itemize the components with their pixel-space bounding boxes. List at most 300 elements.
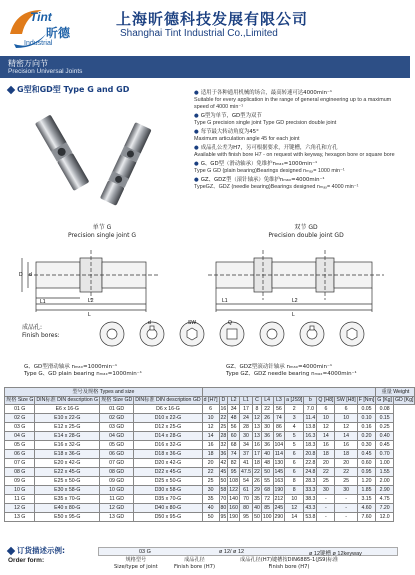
table-cell: 3.15: [357, 495, 376, 504]
table-cell: 80: [239, 504, 252, 513]
table-cell: 24.8: [305, 469, 316, 476]
table-cell: 34: [239, 441, 252, 450]
table-cell: E6 x 16-G: [35, 405, 100, 414]
category-en: Precision Universal Joints: [8, 68, 83, 75]
table-cell: 34: [228, 405, 240, 414]
table-cell: 40: [254, 505, 260, 512]
table-cell: 37: [239, 450, 252, 459]
table-cell: 0.20: [357, 432, 376, 441]
table-cell: 68: [228, 441, 240, 450]
table-cell: 18: [254, 460, 260, 467]
spec-table-body: [5, 405, 415, 522]
table-cell: -: [317, 513, 335, 522]
table-cell: 12: [317, 423, 335, 432]
table-cell: 7.0: [304, 405, 317, 414]
column-header: Q [H8]: [318, 397, 334, 404]
dim-d-label: d: [148, 320, 151, 326]
table-cell: 05 GD: [100, 441, 134, 450]
double-joint-en: Precision double joint GD: [268, 231, 344, 239]
feature-en: TypeGZ、GDZ (needle bearing)Bearings designed nₘₐₓ= 4000 min⁻¹: [194, 184, 359, 191]
table-cell: 100: [262, 514, 272, 521]
needle-bearing-cn: GZ、GDZ型滚动针轴承 nₘₐₓ=4000min⁻¹: [226, 364, 333, 370]
table-cell: 30: [335, 486, 357, 495]
bullet-icon: ●: [194, 129, 199, 136]
table-cell: 14: [335, 432, 357, 441]
table-cell: 6: [335, 405, 357, 414]
column-header: d [H7]: [203, 397, 218, 404]
table-cell: 16: [335, 441, 357, 450]
column-header: GD [Kg]: [395, 397, 414, 404]
table-cell: 13.8: [305, 424, 316, 431]
logo-cn: 昕德: [46, 26, 71, 40]
table-cell: D16 x 32-G: [134, 441, 202, 450]
table-cell: 07 GD: [100, 459, 134, 468]
column-header: 规格 Size GD: [101, 397, 133, 404]
table-cell: 12: [254, 415, 260, 422]
table-cell: 50: [220, 478, 227, 485]
table-cell: D20 x 42-G: [134, 459, 202, 468]
header: [0, 0, 410, 56]
table-cell: 14: [317, 432, 335, 441]
column-header: L2: [228, 396, 240, 405]
table-cell: 4.75: [376, 495, 394, 504]
table-cell: 40: [202, 504, 219, 513]
table-cell: 95: [228, 468, 240, 477]
feature-en: Type G GD (plain bearing)Bearings designed nₘₐₓ= 1000 min⁻¹: [194, 168, 345, 175]
table-cell: D22 x 45-G: [134, 468, 202, 477]
table-cell: 22: [335, 468, 357, 477]
table-cell: 190: [229, 514, 238, 521]
table-cell: 30: [317, 486, 335, 495]
table-cell: 17: [239, 405, 252, 414]
table-row: [5, 468, 415, 477]
table-cell: 56: [273, 405, 285, 414]
table-cell: 1.20: [357, 477, 376, 486]
feature-en: Type G precision single joint Type GD precision double joint: [194, 120, 337, 127]
table-cell: D14 x 28-G: [134, 432, 202, 441]
column-header: L3: [273, 396, 285, 405]
table-cell: 22: [261, 405, 273, 414]
table-cell: 160: [229, 505, 238, 512]
table-cell: 0.70: [376, 450, 394, 459]
dim-sw-label: SW: [188, 320, 197, 326]
table-cell: 95: [239, 513, 252, 522]
table-cell: 1.85: [357, 486, 376, 495]
column-header: DIN标准 DIN description GD: [135, 397, 201, 404]
table-cell: 212: [274, 496, 284, 503]
company-name-cn: 上海昕德科技发展有限公司: [116, 10, 309, 28]
table-cell: 54: [239, 477, 252, 486]
table-cell: 33.3: [305, 487, 316, 494]
column-header: SW [H8]: [336, 397, 356, 404]
table-cell: E30 x 58-G: [35, 486, 100, 495]
feature-item: [194, 177, 406, 191]
table-cell: D35 x 70-G: [134, 495, 202, 504]
table-cell: 16: [317, 441, 335, 450]
table-cell: 11 GD: [100, 495, 134, 504]
table-cell: 17: [254, 451, 260, 458]
table-cell: 03 GD: [100, 423, 134, 432]
table-cell: 0.45: [357, 450, 376, 459]
table-cell: E10 x 22-G: [35, 414, 100, 423]
table-cell: 06 G: [5, 450, 35, 459]
double-joint-caption: [236, 224, 376, 240]
table-cell: 6: [285, 468, 304, 477]
table-cell: 190: [274, 487, 284, 494]
order-title-text: 订货描述示例:: [17, 546, 65, 555]
table-cell: 5: [285, 432, 304, 441]
table-row: [5, 441, 415, 450]
table-row: [5, 405, 415, 414]
table-cell: 16: [202, 441, 219, 450]
table-cell: 32: [220, 442, 227, 449]
table-row: [5, 423, 415, 432]
table-cell: 140: [229, 496, 238, 503]
table-cell: 26: [261, 414, 273, 423]
table-cell: 122: [229, 487, 238, 494]
table-cell: 12: [335, 423, 357, 432]
table-cell: 02 G: [5, 414, 35, 423]
column-header: G [Kg]: [377, 397, 393, 404]
column-header: 规格 Size G: [6, 397, 34, 404]
table-cell: 1.00: [376, 459, 394, 468]
table-cell: 04 G: [5, 432, 35, 441]
order-desc-keyway: 成品孔径(H7)键槽按DIN6885-1(JS9)标准 Finish bore (H7): [240, 557, 338, 570]
table-cell: 74: [228, 450, 240, 459]
table-cell: E22 x 45-G: [35, 468, 100, 477]
column-header: DIN标准 DIN description G: [36, 397, 99, 404]
table-cell: D12 x 25-G: [134, 423, 202, 432]
table-cell: 22: [202, 468, 219, 477]
table-cell: 58: [220, 487, 227, 494]
table-cell: 07 G: [5, 459, 35, 468]
table-cell: -: [335, 495, 357, 504]
dim-l1-label: L1: [222, 298, 228, 304]
feature-en: Maximum articulation angle 45 for each joint: [194, 136, 300, 143]
table-cell: 7.60: [357, 513, 376, 522]
table-cell: 0.95: [357, 468, 376, 477]
table-cell: 30: [239, 432, 252, 441]
table-cell: D30 x 58-G: [134, 486, 202, 495]
table-cell: 86: [273, 423, 285, 432]
column-header: L1: [239, 396, 252, 405]
table-cell: 01 GD: [100, 405, 134, 414]
dim-l-label: L: [292, 312, 295, 318]
table-cell: E40 x 80-G: [35, 504, 100, 513]
table-cell: 95: [220, 514, 227, 521]
column-header: C: [253, 396, 262, 405]
dim-bore-label: d: [29, 272, 32, 278]
table-row: [5, 477, 415, 486]
table-cell: 0.40: [376, 432, 394, 441]
table-cell: 8: [253, 405, 262, 414]
table-cell: 28: [239, 423, 252, 432]
spec-table-wrap: [4, 387, 414, 522]
table-cell: 10: [335, 414, 357, 423]
table-cell: 42: [220, 460, 227, 467]
table-cell: 0.10: [357, 414, 376, 423]
table-cell: 36: [261, 432, 273, 441]
single-joint-caption: [42, 224, 162, 240]
table-cell: D25 x 50-G: [134, 477, 202, 486]
type-title: [8, 84, 129, 95]
table-cell: 0.08: [376, 405, 394, 414]
table-cell: 6: [317, 405, 335, 414]
table-cell: 38.3: [305, 496, 316, 503]
table-cell: 20: [317, 459, 335, 468]
table-cell: -: [317, 504, 335, 513]
table-cell: 20.8: [305, 451, 316, 458]
feature-item: [194, 90, 406, 111]
bullet-icon: ●: [194, 113, 199, 120]
table-cell: 36: [261, 441, 273, 450]
table-row: [5, 513, 415, 522]
table-cell: 50: [202, 513, 219, 522]
table-cell: 12 GD: [100, 504, 134, 513]
table-cell: E50 x 95-G: [35, 513, 100, 522]
table-cell: 13 GD: [100, 513, 134, 522]
single-joint-drawing: [18, 240, 188, 318]
table-cell: 61: [239, 486, 252, 495]
table-cell: E16 x 32-G: [35, 441, 100, 450]
order-bore: ø 12/ ø 12: [219, 549, 245, 555]
table-cell: 8: [285, 477, 304, 486]
diamond-bullet-icon: [7, 547, 15, 555]
plain-bearing-cn: G、GD型滑动轴承 nₘₐₓ=1000min⁻¹: [24, 364, 118, 370]
table-cell: 55: [261, 477, 273, 486]
table-cell: 50: [254, 514, 260, 521]
table-cell: 22: [220, 415, 227, 422]
dim-d-label: D: [19, 272, 23, 278]
table-cell: D6 x 16-G: [134, 405, 202, 414]
table-cell: 18.3: [305, 442, 316, 449]
table-cell: 163: [274, 478, 284, 485]
table-cell: 0.16: [357, 423, 376, 432]
table-cell: 6: [285, 459, 304, 468]
dim-l2-label: L2: [88, 298, 94, 304]
table-cell: 20: [335, 459, 357, 468]
order-example-box: [98, 547, 398, 556]
table-cell: E18 x 36-G: [35, 450, 100, 459]
diamond-bullet-icon: [7, 85, 15, 93]
table-cell: 0.30: [357, 441, 376, 450]
plain-bearing-caption: [24, 364, 142, 378]
bullet-icon: ●: [194, 145, 199, 152]
table-cell: 82: [228, 459, 240, 468]
table-cell: 24: [239, 414, 252, 423]
table-cell: 60: [228, 432, 240, 441]
table-cell: 03 G: [5, 423, 35, 432]
bullet-icon: ●: [194, 161, 199, 168]
table-cell: 0.60: [357, 459, 376, 468]
feature-en: Suitable for every application in the range of general engineering up to a maximum speed of 4000 min⁻¹: [194, 97, 392, 111]
feature-cn: GZ、GDZ型（滚针轴承）免维护nₘₐₓ=4000min⁻¹: [200, 177, 325, 184]
table-cell: 14: [285, 513, 304, 522]
category-cn: 精密万向节: [8, 59, 48, 68]
table-cell: 02 GD: [100, 414, 134, 423]
table-cell: 2.00: [376, 477, 394, 486]
table-cell: 5: [285, 441, 304, 450]
dim-l2-label: L2: [292, 298, 298, 304]
table-cell: 8: [285, 486, 304, 495]
single-joint-en: Precision single joint G: [67, 231, 137, 239]
company-logo: [6, 4, 76, 52]
table-cell: 85: [261, 504, 273, 513]
table-cell: 1.55: [376, 468, 394, 477]
table-cell: 50: [261, 468, 273, 477]
table-cell: 16.3: [305, 433, 316, 440]
feature-cn: 每节最大转动角度为45°: [200, 129, 259, 136]
table-cell: D18 x 36-G: [134, 450, 202, 459]
table-cell: 45: [220, 469, 227, 476]
table-cell: 08 G: [5, 468, 35, 477]
table-cell: 05 G: [5, 441, 35, 450]
table-cell: 41: [239, 459, 252, 468]
table-cell: 4.60: [357, 504, 376, 513]
plain-bearing-en: Type G、GD plain bearing nₘₐₓ=1000min⁻¹: [24, 371, 142, 378]
table-row: [5, 459, 415, 468]
table-cell: E14 x 28-G: [35, 432, 100, 441]
table-cell: 12 G: [5, 504, 35, 513]
order-desc-bore: 成品孔径 Finish bore (H7): [174, 557, 215, 570]
table-cell: 20: [202, 459, 219, 468]
table-cell: 145: [274, 469, 284, 476]
table-cell: 13: [254, 433, 260, 440]
table-cell: 12.0: [376, 513, 394, 522]
order-keyway: ø 12键槽 ø 12keyway: [309, 551, 362, 557]
table-cell: 18: [202, 450, 219, 459]
table-row: [5, 450, 415, 459]
logo-en: Industrial: [24, 40, 53, 47]
table-cell: 10: [285, 495, 304, 504]
table-cell: 80: [220, 505, 227, 512]
column-header: F [Nm]: [358, 397, 375, 404]
table-cell: -: [335, 504, 357, 513]
table-cell: 70: [239, 495, 252, 504]
feature-cn: G、GD型（滑动轴承）免维护nₘₐₓ=1000min⁻¹: [200, 161, 318, 168]
table-cell: 10 GD: [100, 486, 134, 495]
table-cell: 16: [254, 442, 260, 449]
table-cell: 53.8: [305, 514, 316, 521]
table-cell: 30: [261, 423, 273, 432]
table-cell: D50 x 95-G: [134, 513, 202, 522]
table-cell: 290: [274, 514, 284, 521]
table-cell: 6: [202, 405, 219, 414]
column-header: D: [219, 396, 228, 405]
table-cell: 2: [285, 405, 304, 414]
feature-cn: 适用于各种通用机械的场合，最高转速可达4000min⁻¹: [200, 90, 333, 96]
table-cell: 35: [202, 495, 219, 504]
table-cell: 10 G: [5, 486, 35, 495]
table-cell: 6: [285, 450, 304, 459]
table-cell: 08 GD: [100, 468, 134, 477]
table-cell: 29: [254, 487, 260, 494]
spec-table: [4, 387, 415, 522]
table-cell: 18: [335, 450, 357, 459]
feature-cn: G型为单节，GD型为双节: [200, 113, 262, 120]
feature-item: [194, 113, 406, 127]
table-row: [5, 414, 415, 423]
table-cell: 48: [228, 414, 240, 423]
types-size-header: 型号及规格 Types and size: [5, 388, 203, 397]
table-row: [5, 495, 415, 504]
table-cell: 22.8: [305, 460, 316, 467]
order-form: [4, 542, 406, 575]
table-cell: 28: [220, 433, 227, 440]
table-cell: 14: [202, 432, 219, 441]
table-cell: 36: [220, 451, 227, 458]
single-joint-cn: 单节 G: [92, 224, 112, 231]
table-cell: 25: [202, 477, 219, 486]
table-cell: 4: [285, 423, 304, 432]
table-cell: 104: [274, 442, 284, 449]
product-photo: [20, 98, 170, 208]
table-cell: 28.3: [305, 478, 316, 485]
finish-bores-label: [22, 324, 60, 340]
table-cell: 48: [261, 459, 273, 468]
column-header: a [JS9]: [286, 397, 303, 404]
table-cell: 35: [254, 496, 260, 503]
finish-bores-cn: 成品孔:: [22, 324, 43, 331]
table-cell: 47.5: [240, 469, 252, 476]
table-cell: D10 x 22-G: [134, 414, 202, 423]
table-cell: 06 GD: [100, 450, 134, 459]
type-title-text: G型和GD型 Type G and GD: [17, 85, 130, 94]
table-cell: 68: [261, 486, 273, 495]
table-cell: 114: [274, 451, 283, 458]
order-desc-size: 规格型号 Size/type of joint: [114, 557, 158, 570]
table-cell: E12 x 25-G: [35, 423, 100, 432]
table-cell: 245: [274, 505, 284, 512]
table-row: [5, 486, 415, 495]
table-cell: 25: [220, 424, 227, 431]
table-cell: 13: [254, 424, 260, 431]
feature-cn: 成品孔公差为H7，另可根据要求，开键槽，六角孔和方孔: [200, 145, 338, 152]
table-cell: 0.05: [357, 405, 376, 414]
table-cell: D40 x 80-G: [134, 504, 202, 513]
double-joint-drawing: [200, 240, 405, 318]
table-cell: 10: [317, 414, 335, 423]
table-cell: -: [335, 513, 357, 522]
table-cell: 3: [285, 414, 304, 423]
column-header: L4: [261, 396, 273, 405]
finish-bores-en: Finish bores:: [22, 332, 60, 340]
category-bar: [0, 56, 410, 78]
table-cell: 72: [261, 495, 273, 504]
table-cell: E25 x 50-G: [35, 477, 100, 486]
feature-item: [194, 161, 406, 175]
table-cell: 22: [254, 469, 260, 476]
bullet-icon: ●: [194, 90, 199, 96]
table-cell: 30: [202, 486, 219, 495]
table-cell: E20 x 42-G: [35, 459, 100, 468]
table-cell: 18: [317, 450, 335, 459]
column-header: b: [304, 396, 317, 405]
table-cell: 70: [220, 496, 227, 503]
table-cell: 43.3: [305, 505, 316, 512]
table-cell: 108: [229, 478, 238, 485]
table-cell: 09 G: [5, 477, 35, 486]
table-row: [5, 504, 415, 513]
table-cell: 11 G: [5, 495, 35, 504]
order-subtitle: Order form:: [8, 557, 45, 564]
feature-item: [194, 145, 406, 159]
weight-header: 重量 Weight: [376, 388, 415, 397]
table-cell: 40: [261, 450, 273, 459]
bullet-icon: ●: [194, 177, 199, 184]
table-cell: 56: [228, 423, 240, 432]
table-cell: 25: [317, 477, 335, 486]
